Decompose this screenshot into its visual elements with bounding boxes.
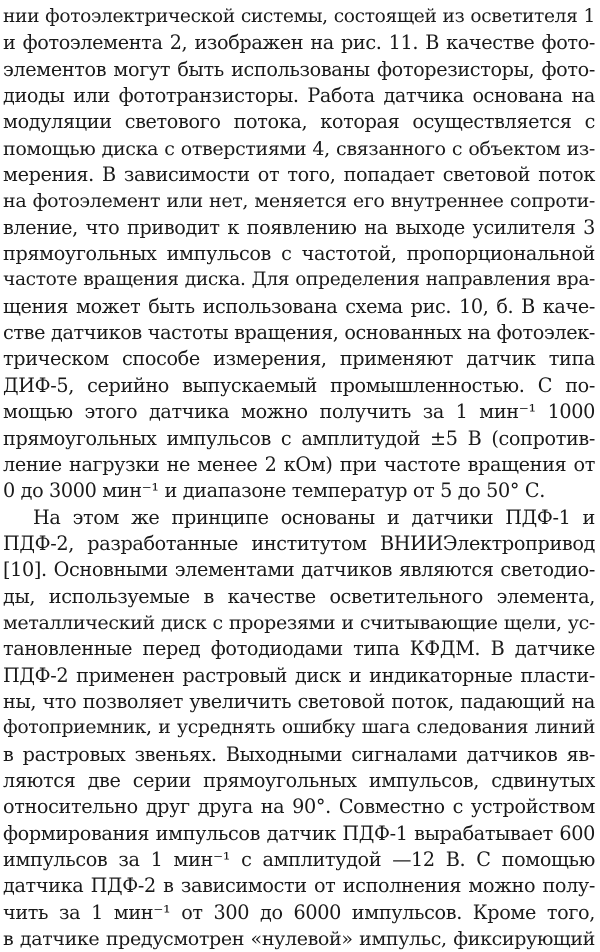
text-line: чить за 1 мин⁻¹ от 300 до 6000 импульсов. Кроме того,: [3, 900, 595, 924]
text-line: ПДФ-2, разработанные институтом ВНИИЭлектропривод: [3, 531, 595, 555]
text-line: помощью диска с отверстиями 4, связанного с объектом из-: [3, 137, 595, 160]
text-line: [10]. Основными элементами датчиков являются светодио-: [3, 558, 595, 582]
text-line: нии фотоэлектрической системы, состоящей из осветителя 1: [3, 6, 595, 27]
text-line: импульсов за 1 мин⁻¹ с амплитудой —12 В. С помощью: [3, 848, 595, 871]
text-line: вление, что приводит к появлению на выходе усилителя 3: [3, 215, 595, 239]
paragraph: [3, 4, 595, 505]
text-line: относительно друг друга на 90°. Совместно с устройством: [3, 795, 595, 819]
paragraph: [3, 505, 595, 952]
text-line: в растровых звеньях. Выходными сигналами датчиков яв-: [3, 742, 595, 766]
text-line: ление нагрузки не менее 2 кОм) при частоте вращения от: [3, 452, 595, 476]
text-line: мерения. В зависимости от того, попадает световой поток: [3, 163, 595, 187]
text-line: ны, что позволяет увеличить световой поток, падающий на: [3, 689, 595, 713]
text-line: тановленные перед фотодиодами типа КФДМ. В датчике: [3, 637, 595, 661]
text-line: частоте вращения диска. Для определения направления вра-: [3, 269, 595, 291]
text-line: щения может быть использована схема рис. 10, б. В каче-: [3, 294, 595, 318]
body-text: [3, 4, 595, 952]
text-line: в датчике предусмотрен «нулевой» импульс, фиксирующий: [3, 928, 595, 951]
text-line: На этом же принципе основаны и датчики ПДФ-1 и: [33, 505, 595, 529]
text-line: фотоприемник, и усреднять ошибку шага следования линий: [3, 717, 595, 739]
text-line: прямоугольных импульсов с частотой, пропорциональной: [3, 242, 595, 266]
text-line: мощью этого датчика можно получить за 1 мин⁻¹ 1000: [3, 400, 595, 424]
text-line: стве датчиков частоты вращения, основанных на фотоэлек-: [3, 321, 595, 345]
text-line: датчика ПДФ-2 в зависимости от исполнения можно полу-: [3, 874, 595, 898]
text-line: модуляции светового потока, которая осуществляется с: [3, 110, 595, 134]
text-line: формирования импульсов датчик ПДФ-1 вырабатывает 600: [3, 821, 595, 845]
text-line: прямоугольных импульсов с амплитудой ±5 В (сопротив-: [3, 426, 595, 450]
text-line: элементов могут быть использованы фоторезисторы, фото-: [3, 57, 595, 81]
text-line: ДИФ-5, серийно выпускаемый промышленностью. С по-: [3, 373, 595, 397]
text-line: и фотоэлемента 2, изображен на рис. 11. В качестве фото-: [3, 31, 595, 55]
text-line: ПДФ-2 применен растровый диск и индикаторные пласти-: [3, 663, 595, 687]
text-line: 0 до 3000 мин⁻¹ и диапазоне температур от 5 до 50° С.: [3, 479, 545, 503]
text-line: трическом способе измерения, применяют датчик типа: [3, 347, 595, 371]
text-line: на фотоэлемент или нет, меняется его внутреннее сопроти-: [3, 190, 595, 213]
text-line: ды, используемые в качестве осветительного элемента,: [3, 584, 595, 608]
text-line: ляются две серии прямоугольных импульсов, сдвинутых: [3, 768, 595, 792]
text-line: диоды или фототранзисторы. Работа датчика основана на: [3, 84, 595, 108]
text-line: металлический диск с прорезями и считывающие щели, ус-: [3, 611, 595, 634]
